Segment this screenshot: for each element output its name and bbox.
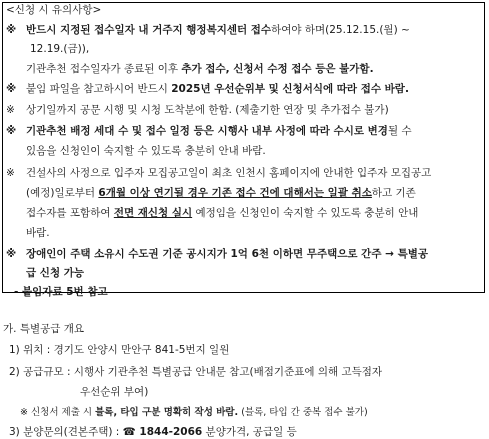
overview-supply-scale-cont: 우선순위 부여) — [80, 386, 149, 398]
notice-bullet: ※ — [6, 24, 17, 36]
notice-item-5: 건설사의 사정으로 입주자 모집공고일이 최초 인천시 홈페이지에 안내한 입주자 모집공고 — [26, 167, 432, 179]
notice-bullet: ※ — [6, 104, 15, 116]
notice-item-4: 기관추천 배정 세대 수 및 접수 일정 등은 시행사 내부 사정에 따라 수시로 변경될 수 — [26, 125, 412, 137]
overview-note: ※ 신청서 제출 시 블록, 타입 구분 명확히 작성 바람. (블록, 타입 간 중복 접수 불가) — [20, 407, 368, 418]
notice-item-5-cont: (예정)일로부터 6개월 이상 연기될 경우 기존 접수 건에 대해서는 일괄 취소하고 기존 — [26, 187, 416, 199]
overview-location: 1) 위치 : 경기도 안양시 만안구 841-5번지 일원 — [9, 344, 230, 356]
notice-item-1: 반드시 지정된 접수일자 내 거주지 행정복지센터 접수하여야 하며(25.12.15.(월) ~ — [26, 24, 410, 36]
notice-heading: <신청 시 유의사항> — [6, 4, 102, 16]
notice-item-1-cont2: 기관추천 접수일자가 종료된 이후 추가 접수, 신청서 수정 접수 등은 불가함. — [26, 63, 374, 75]
notice-item-5-cont2: 접수자를 포함하여 전면 재신청 실시 예정임을 신청인이 숙지할 수 있도록 충분히 안내 — [26, 207, 419, 219]
notice-item-6: 장애인이 주택 소유시 수도권 기준 공시지가 1억 6천 이하면 무주택으로 간주 → 특별공 — [26, 248, 428, 260]
section-title: 가. 특별공급 개요 — [3, 323, 85, 335]
overview-sales-inquiry: 3) 분양문의(견본주택) : ☎ 1844-2066 분양가격, 공급일 등 — [9, 426, 297, 438]
phone-number: ☎ 1844-2066 — [122, 426, 203, 438]
notice-bullet: ※ — [6, 248, 17, 260]
notice-item-2: 붙임 파일을 참고하시어 반드시 2025년 우선순위부 및 신청서식에 따라 접수 바람. — [26, 83, 409, 95]
notice-item-4-cont: 있음을 신청인이 숙지할 수 있도록 충분히 안내 바람. — [26, 145, 266, 157]
notice-item-1-cont: 12.19.(금)), — [30, 43, 90, 55]
notice-bullet: ※ — [6, 125, 17, 137]
overview-supply-scale: 2) 공급규모 : 시행사 기관추천 특별공급 안내문 참고(배점기준표에 의해 고득점자 — [9, 366, 383, 378]
notice-item-3: 상기일까지 공문 시행 및 시청 도착분에 한함. (제출기한 연장 및 추가접수 불가) — [26, 104, 389, 116]
notice-bullet: ※ — [6, 167, 15, 179]
notice-item-6-cont: 급 신청 가능 — [26, 267, 85, 279]
notice-item-5-cont3: 바람. — [26, 227, 50, 239]
notice-bullet: ※ — [6, 83, 17, 95]
notice-attachment-ref: - 붙임자료 5번 참고 — [14, 286, 108, 298]
